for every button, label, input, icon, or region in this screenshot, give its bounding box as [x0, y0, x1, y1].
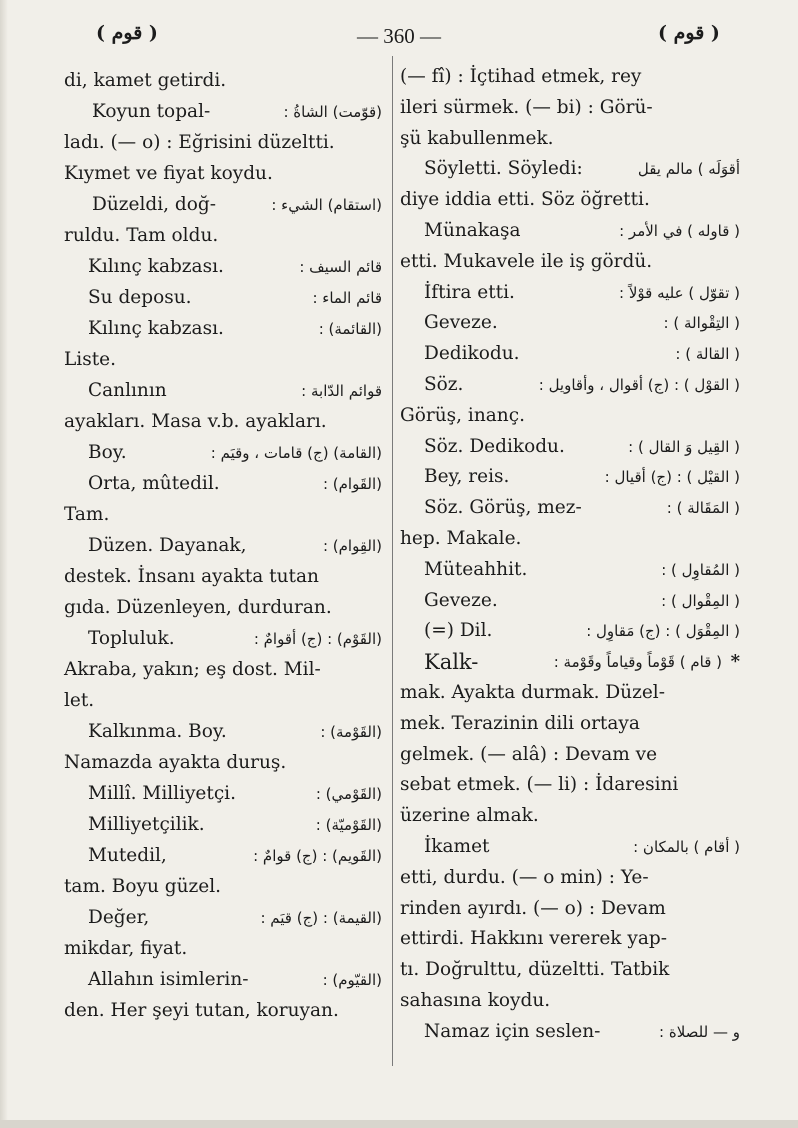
entry-text: sahasına koydu. — [400, 990, 551, 1011]
entry-line — [400, 832, 740, 862]
entry-line — [400, 616, 740, 646]
entry-line — [400, 678, 740, 708]
entry-line — [64, 190, 382, 220]
arabic-headword: (استقام) الشيء : — [271, 196, 382, 214]
entry-line — [400, 894, 740, 924]
entry-line — [64, 748, 382, 778]
arabic-headword: (قوّمت) الشاةُ : — [283, 103, 382, 121]
entry-line — [64, 97, 382, 127]
entry-text: Namazda ayakta duruş. — [64, 752, 287, 773]
entry-text: Su deposu. — [88, 287, 192, 308]
entry-line — [400, 308, 740, 338]
entry-line — [400, 124, 740, 154]
entry-text: ayakları. Masa v.b. ayakları. — [64, 411, 327, 432]
entry-text: (=) Dil. — [424, 620, 493, 642]
entry-line — [400, 493, 740, 523]
entry-text: tam. Boyu güzel. — [64, 876, 221, 897]
arabic-headword: ( قاوله ) في الأمر : — [619, 222, 740, 240]
entry-text: Bey, reis. — [424, 466, 510, 488]
arabic-headword: ( القِيل وَ القال ) : — [628, 437, 740, 456]
entry-text: Geveze. — [424, 589, 498, 611]
arabic-headword: ( المِقْوال ) : — [661, 591, 740, 610]
entry-text: üzerine almak. — [400, 805, 539, 827]
entry-line — [400, 462, 740, 492]
arabic-headword: و — للصلاة : — [659, 1022, 740, 1041]
entry-text: hep. Makale. — [400, 528, 522, 549]
arabic-headword: (القيمة) : (ج) قيَم : — [260, 909, 382, 927]
entry-line — [400, 924, 740, 954]
entry-line — [64, 655, 382, 685]
entry-line — [400, 339, 740, 369]
entry-text: etti. Mukavele ile iş gördü. — [400, 250, 653, 272]
entry-line — [400, 709, 740, 739]
header-left-root: ( قوم ) — [96, 22, 158, 44]
entry-line — [400, 154, 740, 184]
arabic-headword: ( المَقَالة ) : — [666, 499, 740, 518]
entry-line — [64, 841, 382, 871]
entry-line — [64, 810, 382, 840]
entry-line — [400, 370, 740, 400]
entry-line — [64, 66, 382, 96]
entry-text: Namaz için seslen- — [424, 1020, 601, 1042]
entry-text: Kılınç kabzası. — [88, 256, 224, 277]
arabic-headword: ( المِقْوَل ) : (ج) مَقاوِل : — [586, 622, 740, 641]
entry-text: Münakaşa — [424, 220, 521, 241]
arabic-headword: (القِوام) : — [322, 537, 382, 555]
entry-line — [400, 247, 740, 277]
entry-text: Düzen. Dayanak, — [88, 535, 247, 556]
entry-line — [64, 562, 382, 592]
entry-line — [64, 779, 382, 809]
entry-text: Topluluk. — [88, 628, 175, 649]
entry-text: Orta, mûtedil. — [88, 473, 220, 494]
entry-text: Görüş, inanç. — [400, 404, 525, 426]
entry-line — [400, 740, 740, 770]
entry-text: Liste. — [64, 349, 116, 370]
entry-line — [400, 863, 740, 893]
entry-line — [400, 647, 740, 677]
arabic-headword: ( تقوّل ) عليه قوْلاً : — [619, 283, 740, 302]
entry-text: Söyletti. Söyledi: — [424, 158, 583, 180]
entry-line — [64, 345, 382, 375]
header-right-root: ( قوم ) — [658, 22, 720, 44]
entry-line — [400, 278, 740, 308]
arabic-headword: قوائم الدّابة : — [301, 382, 382, 400]
entry-text: etti, durdu. (— o min) : Ye- — [400, 866, 649, 888]
entry-line — [400, 93, 740, 123]
entry-text: sebat etmek. (— li) : İdaresini — [400, 774, 679, 796]
entry-line — [400, 801, 740, 831]
arabic-headword: ( المُقاوِل ) : — [661, 560, 740, 579]
arabic-headword: ( القيْل ) : (ج) أقيال : — [604, 468, 740, 487]
entry-text: destek. İnsanı ayakta tutan — [64, 566, 319, 587]
entry-text: let. — [64, 690, 95, 711]
entry-text: mek. Terazinin dili ortaya — [400, 712, 640, 734]
entry-line — [64, 314, 382, 344]
arabic-headword: (القَوام) : — [322, 475, 382, 493]
arabic-headword: (القَوْميّة) : — [315, 816, 382, 834]
column-divider — [392, 56, 393, 1066]
entry-text: tı. Doğrulttu, düzeltti. Tatbik — [400, 959, 670, 981]
entry-line — [400, 955, 740, 985]
page-bottom-edge — [0, 1120, 798, 1128]
entry-text: ettirdi. Hakkını vererek yap- — [400, 928, 667, 950]
arabic-headword: (القَويم) : (ج) قوامٌ : — [253, 847, 382, 865]
entry-text: Koyun topal- — [92, 101, 211, 122]
entry-text: İftira etti. — [424, 281, 515, 303]
entry-text: Kalkınma. Boy. — [88, 721, 227, 742]
entry-text: Akraba, yakın; eş dost. Mil- — [64, 659, 321, 680]
entry-text: Söz. Görüş, mez- — [424, 497, 582, 519]
entry-text: rinden ayırdı. (— o) : Devam — [400, 897, 666, 919]
entry-text: Canlının — [88, 380, 167, 401]
entry-line — [64, 500, 382, 530]
entry-line — [400, 401, 740, 431]
entry-line — [64, 593, 382, 623]
entry-line — [64, 996, 382, 1026]
entry-text: diye iddia etti. Söz öğretti. — [400, 189, 650, 211]
entry-text: Kalk- — [424, 650, 479, 675]
entry-text: Geveze. — [424, 312, 498, 334]
entry-text: ladı. (— o) : Eğrisini düzeltti. — [64, 132, 335, 153]
entry-line — [400, 1017, 740, 1047]
entry-line — [400, 586, 740, 616]
entry-text: Söz. Dedikodu. — [424, 435, 565, 457]
arabic-headword: قائم السيف : — [299, 258, 382, 276]
arabic-headword: (القيّوم) : — [322, 971, 382, 989]
entry-text: (— fî) : İçtihad etmek, rey — [400, 66, 642, 87]
entry-line — [400, 770, 740, 800]
entry-text: Söz. — [424, 374, 464, 395]
entry-text: şü kabullenmek. — [400, 127, 554, 149]
arabic-headword: قائم الماء : — [312, 289, 382, 307]
entry-line — [64, 159, 382, 189]
entry-line — [64, 531, 382, 561]
root-marker-star: * — [730, 651, 740, 673]
entry-line — [400, 432, 740, 462]
entry-text: ileri sürmek. (— bi) : Görü- — [400, 96, 653, 118]
entry-text: gelmek. (— alâ) : Devam ve — [400, 743, 658, 765]
arabic-headword: (القائمة) : — [318, 320, 382, 338]
entry-line — [400, 62, 740, 92]
entry-text: Kılınç kabzası. — [88, 318, 224, 339]
entry-text: mak. Ayakta durmak. Düzel- — [400, 682, 665, 703]
entry-line — [400, 986, 740, 1016]
page-number: — 360 — — [357, 24, 441, 48]
page-edge-shadow — [0, 0, 8, 1128]
entry-text: Müteahhit. — [424, 558, 528, 580]
entry-text: İkamet — [424, 836, 490, 857]
entry-line — [64, 965, 382, 995]
entry-line — [64, 252, 382, 282]
entry-text: Kıymet ve fiyat koydu. — [64, 163, 273, 184]
entry-text: ruldu. Tam oldu. — [64, 225, 219, 246]
arabic-headword: (القَوْم) : (ج) أقوامٌ : — [253, 630, 382, 648]
arabic-headword: أقوَلَه ) مالم يقل — [637, 160, 740, 179]
arabic-headword: (القَوْمة) : — [320, 723, 382, 741]
arabic-headword: (القَوْمي) : — [315, 785, 382, 803]
entry-text: Mutedil, — [88, 845, 167, 866]
entry-line — [64, 624, 382, 654]
entry-text: Boy. — [88, 442, 127, 463]
entry-text: mikdar, fiyat. — [64, 938, 188, 959]
entry-line — [64, 469, 382, 499]
arabic-headword: ( أقام ) بالمكان : — [633, 838, 740, 856]
entry-line — [64, 283, 382, 313]
entry-line — [400, 555, 740, 585]
entry-line — [64, 872, 382, 902]
arabic-headword: ( القالة ) : — [675, 345, 740, 364]
entry-line — [64, 376, 382, 406]
entry-line — [64, 686, 382, 716]
arabic-headword: ( القوْل ) : (ج) أقوال ، وأقاويل : — [538, 376, 740, 394]
entry-text: Değer, — [88, 907, 150, 928]
entry-text: Düzeldi, doğ- — [92, 194, 216, 215]
entry-line — [400, 216, 740, 246]
entry-text: Milliyetçilik. — [88, 814, 205, 835]
entry-line — [64, 438, 382, 468]
entry-line — [64, 221, 382, 251]
arabic-headword: ( التِقْوالة ) : — [663, 314, 740, 333]
entry-text: Tam. — [64, 504, 110, 525]
entry-line — [400, 185, 740, 215]
entry-text: di, kamet getirdi. — [64, 70, 227, 91]
entry-text: Dedikodu. — [424, 343, 520, 365]
entry-text: gıda. Düzenleyen, durduran. — [64, 597, 332, 618]
entry-line — [64, 407, 382, 437]
arabic-headword: ( قام ) قَوْماً وقياماً وقَوْمة : — [553, 653, 722, 672]
entry-line — [64, 934, 382, 964]
entry-text: Millî. Milliyetçi. — [88, 783, 236, 804]
entry-line — [64, 903, 382, 933]
entry-line — [400, 524, 740, 554]
entry-text: Allahın isimlerin- — [88, 969, 249, 990]
entry-text: den. Her şeyi tutan, koruyan. — [64, 1000, 339, 1021]
entry-line — [64, 717, 382, 747]
arabic-headword: (القامة) (ج) قامات ، وقيَم : — [210, 444, 382, 462]
entry-line — [64, 128, 382, 158]
